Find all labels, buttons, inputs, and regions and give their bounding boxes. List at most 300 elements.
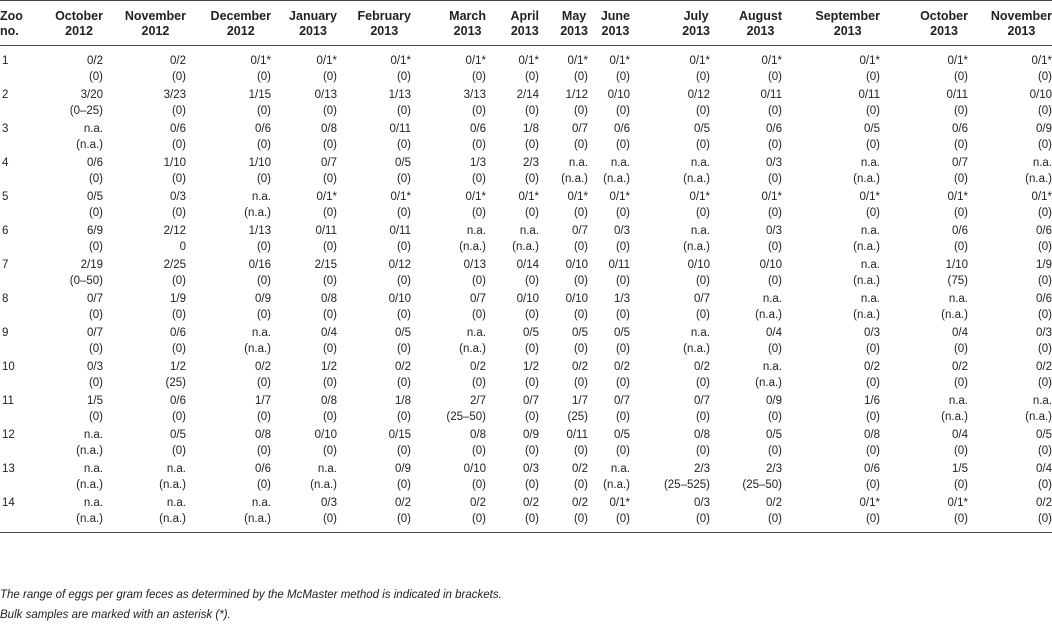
epg-range-cell: (0): [953, 377, 968, 389]
epg-range-cell: (0): [396, 445, 411, 457]
zoo-number: 7: [2, 259, 9, 271]
epg-range-cell: (0): [337, 513, 411, 533]
positive-count-cell: n.a.: [466, 225, 486, 237]
zoo-header-line2: no.: [0, 24, 19, 38]
positive-count-cell: 0/1*: [859, 191, 880, 203]
empty-cell: [0, 479, 34, 495]
epg-range-cell: (0): [767, 275, 782, 287]
epg-range-cell: (0): [256, 309, 271, 321]
positive-count-cell: 0/4: [766, 327, 782, 339]
epg-range-cell: (0): [573, 275, 588, 287]
month-year: 2013: [510, 24, 539, 38]
epg-range-cell: (n.a.): [310, 479, 337, 491]
positive-count-cell: 0/2: [572, 463, 588, 475]
positive-count-cell: 0/1*: [859, 55, 880, 67]
epg-range-cell: (n.a.): [186, 513, 271, 533]
epg-range-cell: (n.a.): [683, 343, 710, 355]
epg-range-cell: (0): [767, 71, 782, 83]
epg-range-cell: (0): [171, 173, 186, 185]
month-year: 2013: [560, 24, 588, 38]
table-row-range: [0, 275, 1052, 291]
epg-range-cell: (0): [256, 71, 271, 83]
positive-count-cell: n.a.: [860, 293, 880, 305]
epg-range-cell: (0): [573, 309, 588, 321]
positive-count-cell: 0/6: [1036, 225, 1052, 237]
positive-count-cell: 0/9: [766, 395, 782, 407]
month-year: 2013: [1007, 24, 1036, 38]
table-row-range: [0, 207, 1052, 223]
positive-count-cell: 1/9: [170, 293, 186, 305]
positive-count-cell: 1/15: [248, 89, 271, 101]
epg-range-cell: (0): [767, 139, 782, 151]
empty-cell: [0, 513, 34, 533]
month-column-header: [968, 1, 1052, 46]
epg-range-cell: (0): [256, 275, 271, 287]
epg-range-cell: (0): [396, 71, 411, 83]
positive-count-cell: 1/12: [565, 89, 588, 101]
positive-count-cell: 0/6: [864, 463, 880, 475]
epg-range-cell: (0): [615, 207, 630, 219]
positive-count-cell: 0/3: [694, 497, 710, 509]
table-notes: [0, 585, 502, 625]
epg-range-cell: (0): [471, 207, 486, 219]
positive-count-cell: n.a.: [166, 497, 186, 509]
epg-range-cell: (0): [695, 309, 710, 321]
zoo-number: 10: [2, 361, 15, 373]
epg-range-cell: (0): [865, 479, 880, 491]
epg-range-cell: (0): [256, 139, 271, 151]
epg-range-cell: (25–50): [446, 411, 486, 423]
epg-range-cell: (0): [271, 513, 337, 533]
epg-range-cell: (0): [615, 275, 630, 287]
epg-range-cell: (0): [615, 377, 630, 389]
positive-count-cell: 0/1*: [609, 497, 630, 509]
empty-cell: [0, 139, 34, 155]
epg-range-cell: (0): [573, 105, 588, 117]
epg-range-cell: (0): [573, 377, 588, 389]
positive-count-cell: 0/13: [463, 259, 486, 271]
month-column-header: [186, 1, 271, 46]
epg-range-cell: (25–50): [742, 479, 782, 491]
epg-range-cell: (0): [865, 411, 880, 423]
positive-count-cell: 0/6: [170, 123, 186, 135]
positive-count-cell: 0/6: [170, 395, 186, 407]
positive-count-cell: 2/19: [80, 259, 103, 271]
table-row: [0, 427, 1052, 445]
month-column-header: [486, 1, 539, 46]
positive-count-cell: n.a.: [83, 429, 103, 441]
positive-count-cell: 0/8: [694, 429, 710, 441]
epg-range-cell: (0): [630, 513, 710, 533]
positive-count-cell: n.a.: [466, 327, 486, 339]
epg-range-cell: (0): [396, 173, 411, 185]
epg-range-cell: (n.a.): [603, 173, 630, 185]
epg-range-cell: (0): [256, 479, 271, 491]
month-name: May: [561, 9, 587, 23]
month-column-header: [337, 1, 411, 46]
positive-count-cell: 0/5: [87, 191, 103, 203]
zoo-number: 6: [2, 225, 9, 237]
epg-range-cell: (0): [396, 343, 411, 355]
epg-range-cell: (0): [865, 343, 880, 355]
positive-count-cell: 0/7: [87, 293, 103, 305]
epg-range-cell: (0): [171, 445, 186, 457]
epg-range-cell: (0–50): [69, 275, 103, 287]
epg-range-cell: (0): [396, 241, 411, 253]
table-header-row: [0, 1, 1052, 46]
positive-count-cell: 0/8: [470, 429, 486, 441]
epg-range-cell: (25): [567, 411, 588, 423]
empty-cell: [0, 445, 34, 461]
epg-range-cell: (0): [471, 309, 486, 321]
positive-count-cell: 0/10: [565, 259, 588, 271]
epg-range-cell: (n.a.): [159, 479, 186, 491]
epg-range-cell: (0): [471, 105, 486, 117]
epg-range-cell: (0): [767, 445, 782, 457]
table-row: [0, 121, 1052, 139]
table-row: [0, 461, 1052, 479]
month-year: 2013: [833, 24, 862, 38]
month-column-header: [271, 1, 337, 46]
positive-count-cell: n.a.: [948, 293, 968, 305]
epg-range-cell: (n.a.): [941, 309, 968, 321]
positive-count-cell: 0/3: [766, 157, 782, 169]
positive-count-cell: 0/1*: [567, 191, 588, 203]
epg-range-cell: (0): [953, 105, 968, 117]
zoo-header-line1: Zoo: [0, 9, 23, 23]
positive-count-cell: 0/4: [321, 327, 337, 339]
positive-count-cell: 0/2: [614, 361, 630, 373]
epg-range-cell: (0): [524, 479, 539, 491]
positive-count-cell: 0/1*: [761, 191, 782, 203]
epg-range-cell: (n.a.): [853, 241, 880, 253]
epg-range-cell: (n.a.): [76, 479, 103, 491]
positive-count-cell: 0/1*: [1031, 55, 1052, 67]
epg-range-cell: (0): [767, 241, 782, 253]
positive-count-cell: 1/13: [248, 225, 271, 237]
epg-range-cell: (0): [1037, 207, 1052, 219]
positive-count-cell: 0/6: [614, 123, 630, 135]
month-year: 2013: [453, 24, 482, 38]
positive-count-cell: 0/3: [87, 361, 103, 373]
positive-count-cell: n.a.: [690, 157, 710, 169]
zoo-number: 5: [2, 191, 9, 203]
epg-range-cell: (0): [615, 411, 630, 423]
positive-count-cell: 1/10: [248, 157, 271, 169]
positive-count-cell: n.a.: [251, 191, 271, 203]
positive-count-cell: 0/5: [694, 123, 710, 135]
positive-count-cell: 2/25: [163, 259, 186, 271]
positive-count-cell: 2/3: [766, 463, 782, 475]
positive-count-cell: 2/12: [163, 225, 186, 237]
table-row: [0, 189, 1052, 207]
positive-count-cell: 1/3: [470, 157, 486, 169]
positive-count-cell: 0/11: [946, 89, 968, 101]
empty-cell: [0, 275, 34, 291]
month-column-header: [411, 1, 486, 46]
epg-range-cell: (0): [615, 241, 630, 253]
positive-count-cell: n.a.: [1032, 157, 1052, 169]
epg-range-cell: (0): [865, 207, 880, 219]
epg-range-cell: (0): [524, 105, 539, 117]
table-row: [0, 87, 1052, 105]
epg-range-cell: (0): [1037, 445, 1052, 457]
positive-count-cell: 3/13: [463, 89, 486, 101]
month-name: April: [510, 9, 539, 23]
positive-count-cell: 0/9: [1036, 123, 1052, 135]
epg-range-cell: (0): [322, 309, 337, 321]
epg-range-cell: (0): [1037, 377, 1052, 389]
positive-count-cell: 2/3: [694, 463, 710, 475]
epg-range-cell: (0): [396, 275, 411, 287]
positive-count-cell: 1/9: [1036, 259, 1052, 271]
epg-range-cell: (0): [322, 445, 337, 457]
positive-count-cell: 0/10: [1029, 89, 1052, 101]
positive-count-cell: 1/5: [87, 395, 103, 407]
table-row-range: [0, 71, 1052, 87]
epg-range-cell: (0): [524, 309, 539, 321]
positive-count-cell: 0/11: [315, 225, 337, 237]
positive-count-cell: 0/6: [255, 463, 271, 475]
positive-count-cell: 0/8: [321, 293, 337, 305]
epg-range-cell: (n.a.): [853, 173, 880, 185]
positive-count-cell: 0/5: [170, 429, 186, 441]
month-year: 2012: [65, 24, 93, 38]
epg-range-cell: (0): [865, 105, 880, 117]
table-row-range: [0, 105, 1052, 121]
positive-count-cell: 0/5: [395, 327, 411, 339]
positive-count-cell: 0/6: [170, 327, 186, 339]
epg-range-cell: (0): [865, 71, 880, 83]
epg-range-cell: (0): [782, 513, 880, 533]
month-name: February: [357, 9, 411, 23]
epg-range-cell: (0): [539, 513, 588, 533]
positive-count-cell: 0/4: [1036, 463, 1052, 475]
positive-count-cell: 0/8: [255, 429, 271, 441]
positive-count-cell: 0/7: [523, 395, 539, 407]
positive-count-cell: 0/6: [470, 123, 486, 135]
positive-count-cell: 0/1*: [390, 55, 411, 67]
epg-range-cell: (0): [471, 139, 486, 151]
epg-range-cell: (0): [396, 207, 411, 219]
positive-count-cell: 0/2: [952, 361, 968, 373]
positive-count-cell: 0/1*: [465, 55, 486, 67]
epg-range-cell: (0): [396, 377, 411, 389]
positive-count-cell: 3/23: [163, 89, 186, 101]
table-row: [0, 46, 1052, 72]
positive-count-cell: 1/6: [864, 395, 880, 407]
epg-range-cell: (0): [524, 173, 539, 185]
epg-range-cell: (0): [767, 105, 782, 117]
table-row-range: [0, 173, 1052, 189]
month-column-header: [34, 1, 103, 46]
positive-count-cell: 0/1*: [947, 191, 968, 203]
positive-count-cell: 0/15: [388, 429, 411, 441]
epg-range-cell: (0): [256, 105, 271, 117]
positive-count-cell: 0/10: [687, 259, 710, 271]
epg-range-cell: (0): [710, 513, 782, 533]
positive-count-cell: 0/2: [470, 497, 486, 509]
positive-count-cell: 0/3: [170, 191, 186, 203]
epg-range-cell: (0): [573, 479, 588, 491]
epg-range-cell: (0): [524, 377, 539, 389]
epg-range-cell: (0): [524, 71, 539, 83]
positive-count-cell: 0/2: [572, 497, 588, 509]
epg-range-cell: (0): [615, 105, 630, 117]
epg-range-cell: (0): [171, 71, 186, 83]
epg-range-cell: (0): [171, 309, 186, 321]
positive-count-cell: 0/7: [572, 225, 588, 237]
epg-range-cell: (n.a.): [103, 513, 186, 533]
epg-range-cell: (0): [88, 173, 103, 185]
table-row-range: [0, 241, 1052, 257]
epg-range-cell: (0): [88, 71, 103, 83]
zoo-number: 1: [2, 55, 9, 67]
positive-count-cell: 0/11: [858, 89, 880, 101]
epg-range-cell: (0): [524, 411, 539, 423]
epg-range-cell: (0): [88, 309, 103, 321]
positive-count-cell: 0/4: [952, 327, 968, 339]
epg-range-cell: (0): [524, 275, 539, 287]
positive-count-cell: 0/2: [470, 361, 486, 373]
month-name: November: [990, 9, 1052, 23]
table-row: [0, 393, 1052, 411]
month-year: 2013: [601, 24, 630, 38]
positive-count-cell: 0/9: [255, 293, 271, 305]
epg-range-cell: (0): [588, 513, 630, 533]
positive-count-cell: 0/1*: [689, 55, 710, 67]
positive-count-cell: 0/5: [864, 123, 880, 135]
positive-count-cell: 0/3: [1036, 327, 1052, 339]
positive-count-cell: 0/5: [523, 327, 539, 339]
positive-count-cell: 3/20: [80, 89, 103, 101]
positive-count-cell: 0/5: [766, 429, 782, 441]
positive-count-cell: 1/13: [388, 89, 411, 101]
positive-count-cell: 0/2: [255, 361, 271, 373]
empty-cell: [0, 411, 34, 427]
month-name: July: [683, 9, 709, 23]
epg-range-cell: (n.a.): [1025, 173, 1052, 185]
positive-count-cell: 0/5: [614, 327, 630, 339]
epg-range-cell: (0): [486, 513, 539, 533]
empty-cell: [0, 105, 34, 121]
positive-count-cell: 0/2: [170, 55, 186, 67]
zoo-number: 4: [2, 157, 9, 169]
epg-range-cell: (0): [88, 207, 103, 219]
positive-count-cell: 0/16: [248, 259, 271, 271]
positive-count-cell: 1/3: [614, 293, 630, 305]
positive-count-cell: 0/5: [614, 429, 630, 441]
positive-count-cell: 0/7: [87, 327, 103, 339]
positive-count-cell: 0/7: [572, 123, 588, 135]
epg-range-cell: (0): [471, 479, 486, 491]
epg-range-cell: (0): [865, 445, 880, 457]
epg-range-cell: (0): [615, 309, 630, 321]
positive-count-cell: 0/3: [766, 225, 782, 237]
positive-count-cell: 0/9: [523, 429, 539, 441]
epg-range-cell: (0): [695, 275, 710, 287]
positive-count-cell: n.a.: [610, 157, 630, 169]
positive-count-cell: n.a.: [251, 327, 271, 339]
positive-count-cell: 0/3: [614, 225, 630, 237]
month-name: August: [738, 9, 782, 23]
positive-count-cell: 0/10: [759, 259, 782, 271]
positive-count-cell: 0/10: [607, 89, 630, 101]
epg-range-cell: (n.a.): [244, 207, 271, 219]
epg-range-cell: (n.a.): [76, 139, 103, 151]
positive-count-cell: n.a.: [762, 293, 782, 305]
epg-range-cell: (0): [573, 241, 588, 253]
positive-count-cell: 0/3: [523, 463, 539, 475]
month-name: January: [289, 9, 337, 23]
epg-range-cell: (0): [615, 139, 630, 151]
positive-count-cell: 0/2: [864, 361, 880, 373]
table-row-range: [0, 411, 1052, 427]
zoo-number: 9: [2, 327, 9, 339]
positive-count-cell: 0/6: [255, 123, 271, 135]
positive-count-cell: 0/13: [314, 89, 337, 101]
month-year: 2013: [299, 24, 327, 38]
epg-range-cell: (0): [322, 411, 337, 423]
epg-range-cell: (0): [1037, 105, 1052, 117]
zoo-number: 11: [2, 395, 14, 407]
positive-count-cell: 0/6: [952, 123, 968, 135]
month-column-header: [103, 1, 186, 46]
epg-range-cell: (0): [573, 139, 588, 151]
positive-count-cell: 0/1*: [518, 191, 539, 203]
positive-count-cell: 0/10: [463, 463, 486, 475]
table-row: [0, 359, 1052, 377]
epg-range-cell: (0): [88, 377, 103, 389]
epg-range-cell: (0): [171, 105, 186, 117]
month-column-header: [588, 1, 630, 46]
epg-range-cell: (0): [695, 207, 710, 219]
positive-count-cell: n.a.: [166, 463, 186, 475]
positive-count-cell: 0/8: [864, 429, 880, 441]
epg-range-cell: (0): [615, 71, 630, 83]
month-year: 2012: [226, 24, 255, 38]
positive-count-cell: n.a.: [1032, 395, 1052, 407]
epg-range-cell: (0): [396, 479, 411, 491]
positive-count-cell: 0/1*: [689, 191, 710, 203]
positive-count-cell: 0/5: [572, 327, 588, 339]
zoo-number: 3: [2, 123, 9, 135]
positive-count-cell: 0/11: [608, 259, 630, 271]
positive-count-cell: 0/7: [694, 395, 710, 407]
epg-range-cell: (0): [322, 173, 337, 185]
epg-range-cell: (0): [88, 241, 103, 253]
epg-range-cell: (0): [953, 241, 968, 253]
epg-range-cell: (0): [573, 445, 588, 457]
epg-range-cell: (0): [865, 377, 880, 389]
positive-count-cell: n.a.: [568, 157, 588, 169]
month-name: September: [815, 9, 880, 23]
positive-count-cell: 0/7: [952, 157, 968, 169]
table-row-range: [0, 479, 1052, 495]
month-column-header: [782, 1, 880, 46]
epg-range-cell: (0): [953, 343, 968, 355]
positive-count-cell: 0/7: [470, 293, 486, 305]
epg-range-cell: (0): [256, 241, 271, 253]
positive-count-cell: 0/2: [1036, 361, 1052, 373]
epg-range-cell: (0): [171, 139, 186, 151]
positive-count-cell: 0/3: [321, 497, 337, 509]
positive-count-cell: 0/7: [321, 157, 337, 169]
positive-count-cell: 0/10: [516, 293, 539, 305]
epg-range-cell: (0): [171, 207, 186, 219]
note-mcmaster: The range of eggs per gram feces as determined by the McMaster method is indicated in brackets.: [0, 589, 502, 601]
epg-range-cell: (0): [396, 105, 411, 117]
